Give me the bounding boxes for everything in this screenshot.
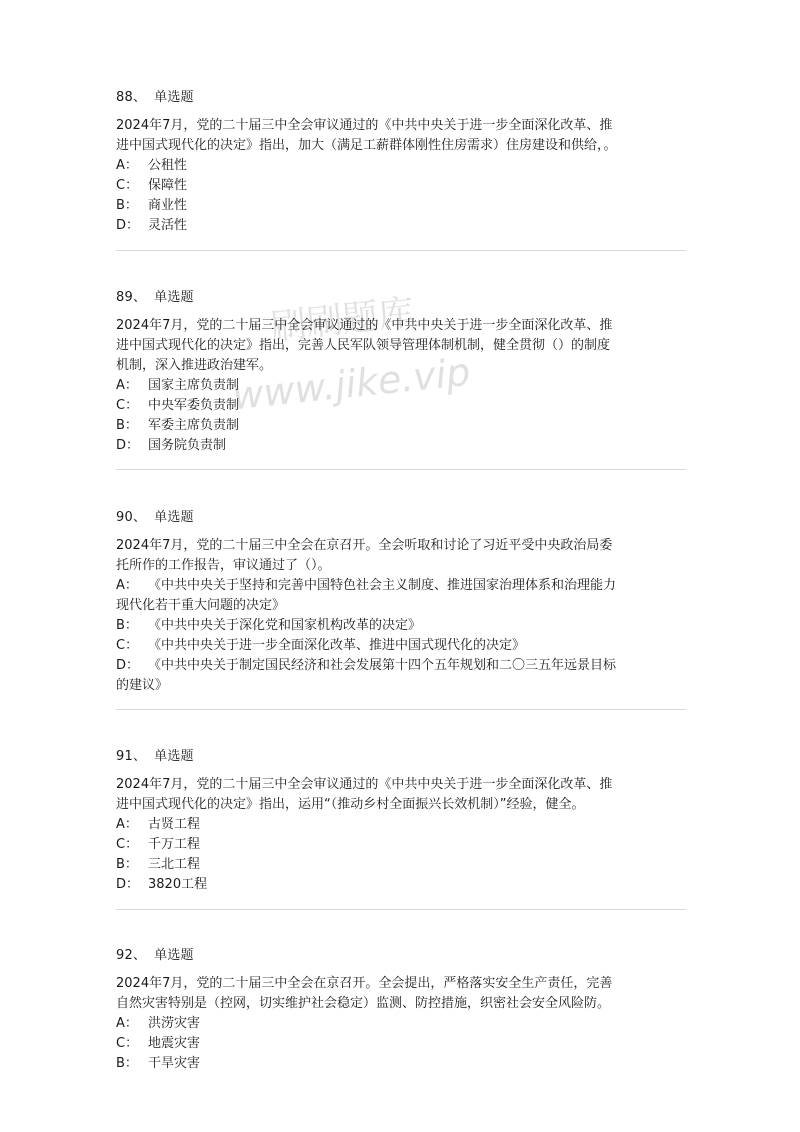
- option-text: 三北工程: [148, 857, 201, 872]
- option-key: A：: [116, 378, 138, 393]
- option-c[interactable]: [116, 636, 686, 656]
- question-text: [116, 536, 686, 576]
- option-key: D：: [116, 658, 140, 673]
- option-text: 千万工程: [148, 837, 201, 852]
- option-d[interactable]: [116, 436, 686, 456]
- option-key: C：: [116, 178, 139, 193]
- option-b[interactable]: [116, 416, 686, 436]
- option-key: C：: [116, 837, 139, 852]
- question-header: [116, 288, 686, 308]
- option-b[interactable]: [116, 196, 686, 216]
- question-number: 91、: [116, 749, 147, 764]
- option-key: B：: [116, 618, 138, 633]
- option-text: 3820工程: [148, 877, 208, 892]
- question-92: [116, 946, 686, 1074]
- question-number: 88、: [116, 90, 147, 105]
- option-text: 军委主席负责制: [148, 418, 240, 433]
- option-a[interactable]: [116, 815, 686, 835]
- question-text-line: 进中国式现代化的决定》指出，加大（满足工薪群体刚性住房需求）住房建设和供给，。: [116, 138, 617, 153]
- option-key: D：: [116, 438, 140, 453]
- question-header: [116, 747, 686, 767]
- question-type: 单选题: [154, 749, 194, 764]
- question-text-line: 进中国式现代化的决定》指出，运用“（推动乡村全面振兴长效机制）”经验，健全。: [116, 797, 585, 812]
- question-text-line: 2024年7月，党的二十届三中全会审议通过的《中共中央关于进一步全面深化改革、推: [116, 777, 613, 792]
- divider: [116, 250, 686, 251]
- option-text: 保障性: [148, 178, 188, 193]
- question-text: [116, 775, 686, 815]
- option-text: 公租性: [148, 158, 188, 173]
- question-text-line: 进中国式现代化的决定》指出，完善人民军队领导管理体制机制，健全贯彻（）的制度: [116, 338, 611, 353]
- option-key: D：: [116, 218, 140, 233]
- option-key: C：: [116, 398, 139, 413]
- watermark-en: www.jike.vip: [230, 349, 473, 419]
- divider: [116, 909, 686, 910]
- option-key: C：: [116, 638, 139, 653]
- question-type: 单选题: [154, 90, 194, 105]
- question-header: [116, 88, 686, 108]
- question-header: [116, 508, 686, 528]
- question-text: [116, 116, 686, 156]
- question-number: 90、: [116, 510, 147, 525]
- question-type: 单选题: [154, 290, 194, 305]
- option-b[interactable]: [116, 616, 686, 636]
- option-key: A：: [116, 578, 138, 593]
- watermark-cn: 刷刷题库: [268, 292, 417, 349]
- divider: [116, 469, 686, 470]
- option-a[interactable]: [116, 376, 686, 396]
- option-text-cont: 现代化若干重大问题的决定》: [116, 598, 286, 613]
- option-b[interactable]: [116, 855, 686, 875]
- option-text: 古贤工程: [148, 817, 201, 832]
- option-d[interactable]: [116, 656, 686, 696]
- option-text: 国务院负责制: [148, 438, 227, 453]
- option-c[interactable]: [116, 835, 686, 855]
- question-number: 89、: [116, 290, 147, 305]
- option-d[interactable]: [116, 875, 686, 895]
- option-text-cont: 的建议》: [116, 678, 169, 693]
- question-text-line: 2024年7月，党的二十届三中全会审议通过的《中共中央关于进一步全面深化改革、推: [116, 118, 613, 133]
- question-89: [116, 288, 686, 456]
- question-text-line: 自然灾害特别是（控网，切实维护社会稳定）监测、防控措施，织密社会安全风险防。: [116, 996, 611, 1011]
- option-text: 灵活性: [148, 218, 188, 233]
- question-88: [116, 88, 686, 236]
- question-text-line: 2024年7月，党的二十届三中全会审议通过的《中共中央关于进一步全面深化改革、推: [116, 318, 613, 333]
- option-text: 洪涝灾害: [148, 1016, 201, 1031]
- question-text: [116, 974, 686, 1014]
- question-type: 单选题: [154, 948, 194, 963]
- question-header: [116, 946, 686, 966]
- question-text: [116, 316, 686, 376]
- question-text-line: 机制，深入推进政治建军。: [116, 358, 273, 373]
- option-text: 国家主席负责制: [148, 378, 240, 393]
- option-b[interactable]: [116, 1054, 686, 1074]
- option-key: B：: [116, 198, 138, 213]
- option-c[interactable]: [116, 1034, 686, 1054]
- option-text: 《中共中央关于坚持和完善中国特色社会主义制度、推进国家治理体系和治理能力: [148, 578, 617, 593]
- question-text-line: 托所作的工作报告，审议通过了（）。: [116, 558, 331, 573]
- option-a[interactable]: [116, 576, 686, 616]
- option-text: 商业性: [148, 198, 188, 213]
- question-number: 92、: [116, 948, 147, 963]
- option-key: D：: [116, 877, 140, 892]
- option-c[interactable]: [116, 396, 686, 416]
- question-91: [116, 747, 686, 895]
- question-text-line: 2024年7月，党的二十届三中全会在京召开。全会提出，严格落实安全生产责任，完善: [116, 976, 613, 991]
- option-key: A：: [116, 158, 138, 173]
- option-text: 干旱灾害: [148, 1056, 201, 1071]
- option-text: 《中共中央关于制定国民经济和社会发展第十四个五年规划和二〇三五年远景目标: [148, 658, 617, 673]
- option-key: B：: [116, 857, 138, 872]
- option-a[interactable]: [116, 1014, 686, 1034]
- option-key: B：: [116, 1056, 138, 1071]
- option-c[interactable]: [116, 176, 686, 196]
- option-text: 中央军委负责制: [148, 398, 240, 413]
- divider: [116, 709, 686, 710]
- question-type: 单选题: [154, 510, 194, 525]
- option-key: A：: [116, 817, 138, 832]
- option-key: C：: [116, 1036, 139, 1051]
- option-a[interactable]: [116, 156, 686, 176]
- option-key: A：: [116, 1016, 138, 1031]
- question-90: [116, 508, 686, 696]
- option-text: 《中共中央关于深化党和国家机构改革的决定》: [148, 618, 422, 633]
- option-key: B：: [116, 418, 138, 433]
- option-d[interactable]: [116, 216, 686, 236]
- question-text-line: 2024年7月，党的二十届三中全会在京召开。全会听取和讨论了习近平受中央政治局委: [116, 538, 613, 553]
- option-text: 《中共中央关于进一步全面深化改革、推进中国式现代化的决定》: [148, 638, 526, 653]
- option-text: 地震灾害: [148, 1036, 201, 1051]
